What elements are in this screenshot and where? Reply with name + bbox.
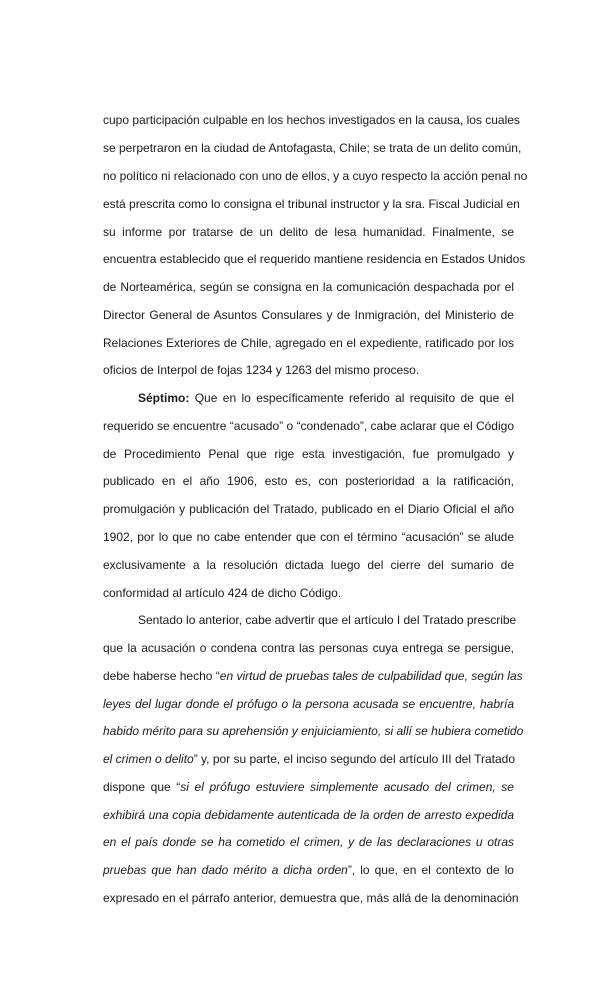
quoted-text: habido mérito para su aprehensión y enjuiciamiento, si allí se hubiera cometido [103,724,524,738]
body-line [103,307,514,323]
line-text: expresado en el párrafo anterior, demuestra que, más allá de la denominación [103,891,519,905]
line-text: no político ni relacionado con uno de ellos, y a cuyo respecto la acción penal no [103,169,528,183]
body-line [103,446,514,462]
body-line [103,196,520,212]
line-text: debe haberse hecho “ [103,669,220,683]
line-text: publicado en el año 1906, esto es, con posterioridad a la ratificación, [103,474,514,488]
quoted-text: pruebas que han dado mérito a dicha orden [103,863,348,877]
line-text: exclusivamente a la resolución dictada luego del cierre del sumario de [103,558,514,572]
body-line [103,224,514,240]
body-line [103,779,514,795]
quoted-text: si el prófugo estuviere simplemente acusado del crimen, se [180,780,514,794]
body-line [103,279,514,295]
quoted-text: en el país donde se ha cometido el crimen, y de las declaraciones u otras [103,835,514,849]
line-text: ” y, por su parte, el inciso segundo del artículo III del Tratado [193,752,516,766]
body-line [103,335,514,351]
line-text: oficios de Interpol de fojas 1234 y 1263 del mismo proceso. [103,363,420,377]
body-line [103,640,514,656]
body-line [103,585,514,601]
line-text: Que en lo específicamente referido al requisito de que el [189,391,514,405]
line-text: Director General de Asuntos Consulares y de Inmigración, del Ministerio de [103,308,514,322]
body-line [103,112,520,128]
line-text: Sentado lo anterior, cabe advertir que el artículo I del Tratado prescribe [138,613,517,627]
line-text: que la acusación o condena contra las personas cuya entrega se persigue, [103,641,514,655]
body-line [103,834,514,850]
quoted-text: el crimen o delito [103,752,194,766]
line-text: de Procedimiento Penal que rige esta investigación, fue promulgado y [103,447,514,461]
body-line [103,668,523,684]
line-text: encuentra establecido que el requerido mantiene residencia en Estados Unidos [103,252,526,266]
body-line [103,362,514,378]
line-text: cupo participación culpable en los hechos investigados en la causa, los cuales [103,113,520,127]
body-line [103,140,522,156]
line-text: Relaciones Exteriores de Chile, agregado en el expediente, ratificado por los [103,336,514,350]
body-line [103,473,514,489]
line-text: promulgación y publicación del Tratado, publicado en el Diario Oficial el año [103,502,514,516]
line-text: conformidad al artículo 424 de dicho Código. [103,586,342,600]
quoted-text: exhibirá una copia debidamente autenticada de la orden de arresto expedida [103,808,514,822]
body-line [103,418,514,434]
line-text: 1902, por lo que no cabe entender que con el término “acusación” se alude [103,530,514,544]
body-line [138,612,517,628]
body-line [103,168,528,184]
line-text: requerido se encuentre “acusado” o “condenado”, cabe aclarar que el Código [103,419,514,433]
quoted-text: en virtud de pruebas tales de culpabilidad que, según las [219,669,523,683]
body-line [103,251,526,267]
body-line [103,723,524,739]
line-text: se perpetraron en la ciudad de Antofagasta, Chile; se trata de un delito común, [103,141,522,155]
quoted-text: leyes del lugar donde el prófugo o la persona acusada se encuentre, habría [103,697,514,711]
section-heading: Séptimo: [138,391,190,405]
body-line [103,751,514,767]
body-line [103,890,519,906]
body-line [103,529,514,545]
line-text: de Norteamérica, según se consigna en la comunicación despachada por el [103,280,514,294]
line-text: ”, lo que, en el contexto de lo [347,863,514,877]
body-line [103,862,514,878]
body-line [103,557,514,573]
line-text: está prescrita como lo consigna el tribunal instructor y la sra. Fiscal Judicial en [103,197,520,211]
body-line [138,390,514,406]
line-text: dispone que “ [103,780,181,794]
line-text: su informe por tratarse de un delito de lesa humanidad. Finalmente, se [103,225,514,239]
body-line [103,696,514,712]
body-line [103,501,514,517]
body-line [103,807,514,823]
